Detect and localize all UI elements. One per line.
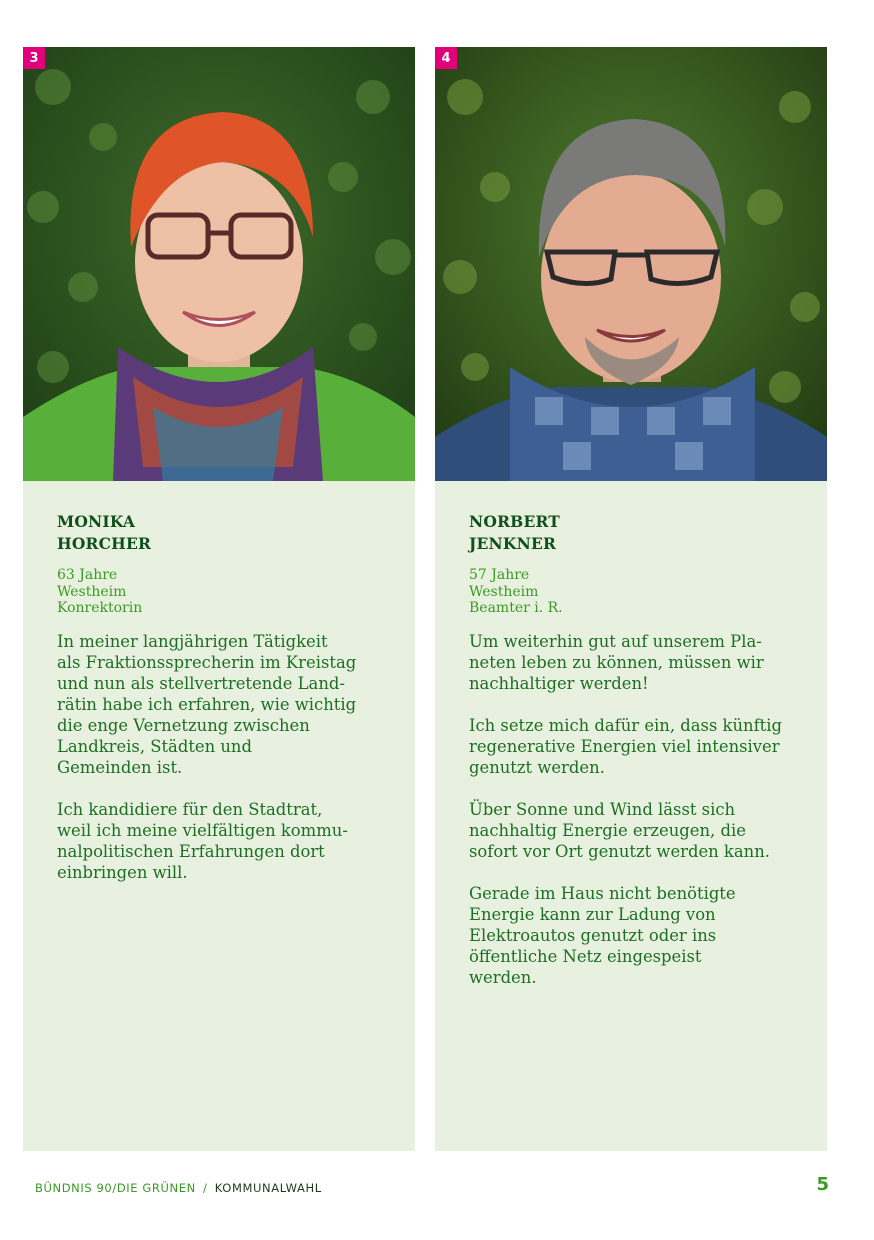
candidate-meta: [57, 567, 392, 617]
candidate-age: 63 Jahre: [57, 567, 118, 583]
candidate-photo: [23, 47, 415, 481]
candidate-statement: [469, 631, 804, 988]
candidate-town: Westheim: [57, 583, 127, 600]
candidate-name: [57, 511, 392, 555]
candidate-info: [57, 511, 392, 904]
candidate-statement: [57, 631, 392, 883]
footer-party: BÜNDNIS 90/DIE GRÜNEN: [35, 1181, 196, 1195]
portrait-photo-monika: [23, 47, 415, 481]
candidate-card-4: [435, 47, 827, 1151]
candidate-last-name: HORCHER: [57, 534, 152, 553]
statement-paragraph: In meiner langjährigen Tätigkeit als Fraktionssprecherin im Kreistag und nun als stellvertretende Land- rätin habe ich erfahren, wie wichtig die enge Vernetzung zwischen Landkreis, Städten und Gemeinden ist.: [57, 631, 357, 777]
candidate-first-name: NORBERT: [469, 512, 561, 531]
candidate-number-badge: 4: [435, 47, 457, 69]
statement-paragraph: Um weiterhin gut auf unserem Pla- neten leben zu können, müssen wir nachhaltiger werden!: [469, 631, 764, 693]
candidate-last-name: JENKNER: [469, 534, 557, 553]
candidate-profession: Konrektorin: [57, 600, 143, 616]
footer-section: KOMMUNALWAHL: [214, 1181, 322, 1195]
candidate-card-3: [23, 47, 415, 1151]
candidate-town: Westheim: [469, 583, 539, 600]
candidate-meta: [469, 567, 804, 617]
statement-paragraph: Über Sonne und Wind lässt sich nachhaltig Energie erzeugen, die sofort vor Ort genutzt werden kann.: [469, 799, 770, 861]
statement-paragraph: Gerade im Haus nicht benötigte Energie kann zur Ladung von Elektroautos genutzt oder ins öffentliche Netz eingespeist werden.: [469, 883, 736, 987]
candidate-age: 57 Jahre: [469, 567, 530, 583]
statement-paragraph: Ich setze mich dafür ein, dass künftig regenerative Energien viel intensiver genutzt werden.: [469, 715, 782, 777]
candidate-name: [469, 511, 804, 555]
candidate-photo: [435, 47, 827, 481]
candidate-first-name: MONIKA: [57, 512, 136, 531]
portrait-photo-norbert: [435, 47, 827, 481]
candidate-number-badge: 3: [23, 47, 45, 69]
candidate-info: [469, 511, 804, 1009]
footer-separator: /: [203, 1181, 208, 1195]
statement-paragraph: Ich kandidiere für den Stadtrat, weil ich meine vielfältigen kommu- nalpolitischen Erfahrungen dort einbringen will.: [57, 799, 348, 882]
page-number: 5: [816, 1174, 829, 1195]
footer-brand: [35, 1181, 322, 1195]
candidate-profession: Beamter i. R.: [469, 600, 563, 616]
